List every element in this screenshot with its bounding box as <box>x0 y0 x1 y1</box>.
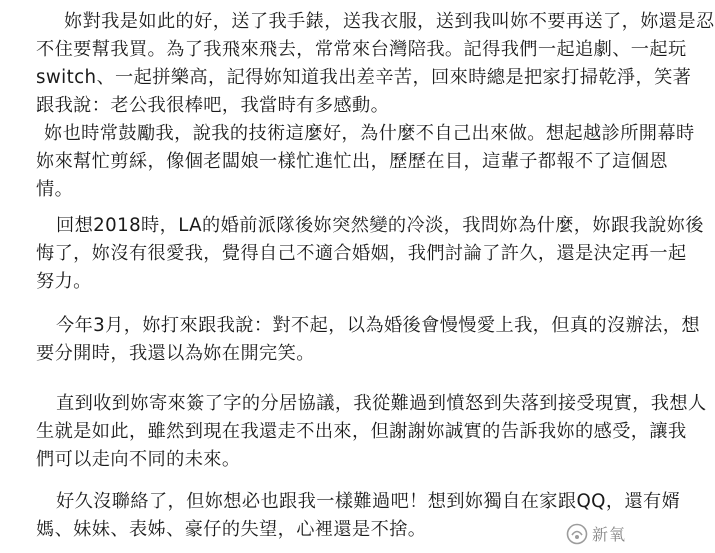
text-line: 今年3月，妳打來跟我說：對不起，以為婚後會慢慢愛上我，但真的沒辦法，想 <box>56 315 700 336</box>
paragraph-5 <box>26 488 681 544</box>
text-line: 回想2018時，LA的婚前派隊後妳突然變的冷淡，我問妳為什麼，妳跟我說妳後 <box>56 215 704 236</box>
text-line: 生就是如此，雖然到現在我還走不出來，但謝謝妳誠實的告訴我妳的感受，讓我 <box>36 421 687 442</box>
text-line: 媽、妹妹、表姊、豪仔的失望，心裡還是不捨。 <box>36 519 427 540</box>
text-line: 們可以走向不同的未來。 <box>36 449 241 470</box>
text-line: 直到收到妳寄來簽了字的分居協議，我從難過到憤怒到失落到接受現實，我想人 <box>56 393 707 414</box>
paragraph-2 <box>26 212 704 296</box>
text-line: 妳來幫忙剪綵，像個老闆娘一樣忙進忙出，歷歷在目，這輩子都報不了這個恩 <box>36 151 668 172</box>
paragraph-3 <box>26 312 700 368</box>
text-line: 情。 <box>36 179 74 200</box>
text-line: 不住要幫我買。為了我飛來飛去，常常來台灣陪我。記得我們一起追劇、一起玩 <box>36 39 687 60</box>
text-line: 好久沒聯絡了，但妳想必也跟我一樣難過吧！想到妳獨自在家跟QQ，還有婿 <box>56 491 681 512</box>
text-line: 妳也時常鼓勵我，說我的技術這麼好，為什麼不自己出來做。想起越診所開幕時 <box>44 123 695 144</box>
watermark <box>566 522 626 545</box>
text-line: 要分開時，我還以為妳在開完笑。 <box>36 343 315 364</box>
xinyang-logo-icon <box>566 523 588 545</box>
text-line: 妳對我是如此的好，送了我手錶，送我衣服，送到我叫妳不要再送了，妳還是忍 <box>64 11 715 32</box>
watermark-text: 新氧 <box>591 525 626 544</box>
text-line: 跟我說：老公我很棒吧，我當時有多感動。 <box>36 95 390 116</box>
paragraph-1 <box>26 8 715 204</box>
text-line: 努力。 <box>36 271 92 292</box>
paragraph-4 <box>26 390 707 474</box>
text-line: 悔了，妳沒有很愛我，覺得自己不適合婚姻，我們討論了許久，還是決定再一起 <box>36 243 687 264</box>
text-line: switch、一起拼樂高，記得妳知道我出差辛苦，回來時總是把家打掃乾淨，笑著 <box>36 67 692 88</box>
